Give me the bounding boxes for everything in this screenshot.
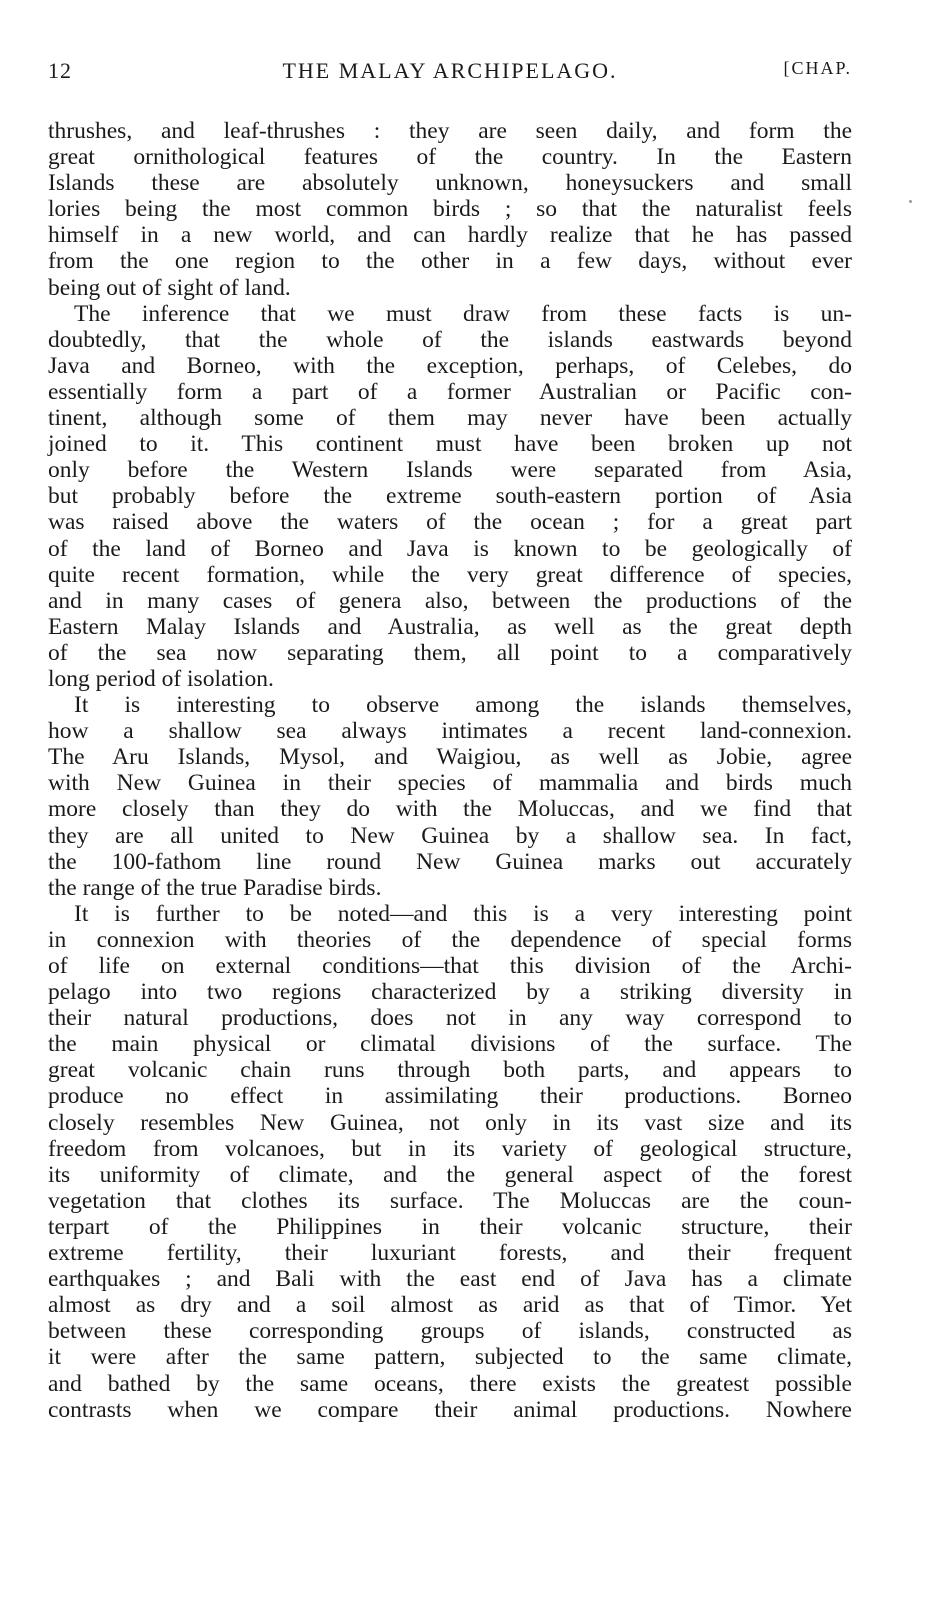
text-line: pelago into two regions characterized by a striking diversity in xyxy=(48,979,852,1006)
text-line: the range of the true Paradise birds. xyxy=(48,874,382,901)
text-line: lories being the most common birds ; so that the naturalist feels xyxy=(48,196,852,223)
text-line: but probably before the extreme south-eastern portion of Asia xyxy=(48,483,852,510)
text-line: of the land of Borneo and Java is known to be geologically of xyxy=(48,535,852,562)
text-line: more closely than they do with the Moluccas, and we find that xyxy=(48,796,852,823)
running-head xyxy=(48,58,852,88)
text-line: only before the Western Islands were separated from Asia, xyxy=(48,457,852,484)
text-line: thrushes, and leaf-thrushes : they are seen daily, and form the xyxy=(48,118,852,144)
text-line: produce no effect in assimilating their productions. Borneo xyxy=(48,1083,852,1110)
text-line: tinent, although some of them may never have been actually xyxy=(48,405,852,432)
text-line: great ornithological features of the country. In the Eastern xyxy=(48,144,852,171)
paragraph xyxy=(48,901,852,1423)
text-line: quite recent formation, while the very great difference of species, xyxy=(48,561,852,588)
text-line: Java and Borneo, with the exception, perhaps, of Celebes, do xyxy=(48,352,852,379)
text-line: and in many cases of genera also, between the productions of the xyxy=(48,587,852,614)
text-line: contrasts when we compare their animal productions. Nowhere xyxy=(48,1396,852,1423)
text-line: their natural productions, does not in any way correspond to xyxy=(48,1005,852,1032)
text-line: with New Guinea in their species of mammalia and birds much xyxy=(48,770,852,797)
text-line: himself in a new world, and can hardly realize that he has passed xyxy=(48,222,852,249)
text-line: extreme fertility, their luxuriant forests, and their frequent xyxy=(48,1240,852,1267)
text-line: closely resembles New Guinea, not only in its vast size and its xyxy=(48,1109,852,1136)
margin-pencil-mark xyxy=(909,200,912,203)
text-line: from the one region to the other in a few days, without ever xyxy=(48,248,852,275)
text-line: it were after the same pattern, subjected to the same climate, xyxy=(48,1344,852,1371)
running-title: THE MALAY ARCHIPELAGO. xyxy=(282,58,618,83)
text-line: was raised above the waters of the ocean ; for a great part xyxy=(48,509,852,536)
text-line: how a shallow sea always intimates a recent land-connexion. xyxy=(48,718,852,745)
text-line: almost as dry and a soil almost as arid as that of Timor. Yet xyxy=(48,1292,852,1319)
text-line: It is further to be noted—and this is a very interesting point xyxy=(74,900,852,927)
text-line: The inference that we must draw from these facts is un- xyxy=(74,300,852,327)
paragraph xyxy=(48,301,852,692)
text-line: of life on external conditions—that this division of the Archi- xyxy=(48,953,852,979)
text-line: its uniformity of climate, and the general aspect of the forest xyxy=(48,1161,852,1188)
text-line: the main physical or climatal divisions of the surface. The xyxy=(48,1031,852,1058)
text-line: The Aru Islands, Mysol, and Waigiou, as well as Jobie, agree xyxy=(48,744,852,771)
page-number: 12 xyxy=(48,58,72,83)
text-line: joined to it. This continent must have been broken up not xyxy=(48,431,852,458)
text-line: Islands these are absolutely unknown, honeysuckers and small xyxy=(48,170,852,197)
text-line: between these corresponding groups of islands, constructed as xyxy=(48,1318,852,1345)
text-line: in connexion with theories of the dependence of special forms xyxy=(48,926,852,953)
text-line: earthquakes ; and Bali with the east end of Java has a climate xyxy=(48,1266,852,1293)
text-line: the 100-fathom line round New Guinea marks out accurately xyxy=(48,848,852,875)
text-line: Eastern Malay Islands and Australia, as well as the great depth xyxy=(48,613,852,640)
text-line: being out of sight of land. xyxy=(48,274,291,301)
chapter-mark: [CHAP. xyxy=(783,58,852,78)
paragraph xyxy=(48,692,852,901)
text-line: and bathed by the same oceans, there exists the greatest possible xyxy=(48,1370,852,1397)
text-line: long period of isolation. xyxy=(48,665,274,692)
text-line: great volcanic chain runs through both parts, and appears to xyxy=(48,1057,852,1084)
paragraph xyxy=(48,118,852,301)
text-line: It is interesting to observe among the islands themselves, xyxy=(74,692,852,719)
text-line: terpart of the Philippines in their volcanic structure, their xyxy=(48,1213,852,1240)
text-line: freedom from volcanoes, but in its variety of geological structure, xyxy=(48,1135,852,1162)
text-line: vegetation that clothes its surface. The Moluccas are the coun- xyxy=(48,1187,852,1214)
body-text xyxy=(48,118,852,1423)
text-line: of the sea now separating them, all point to a comparatively xyxy=(48,639,852,666)
text-line: they are all united to New Guinea by a shallow sea. In fact, xyxy=(48,822,852,849)
text-line: doubtedly, that the whole of the islands eastwards beyond xyxy=(48,326,852,353)
text-line: essentially form a part of a former Australian or Pacific con- xyxy=(48,378,852,405)
